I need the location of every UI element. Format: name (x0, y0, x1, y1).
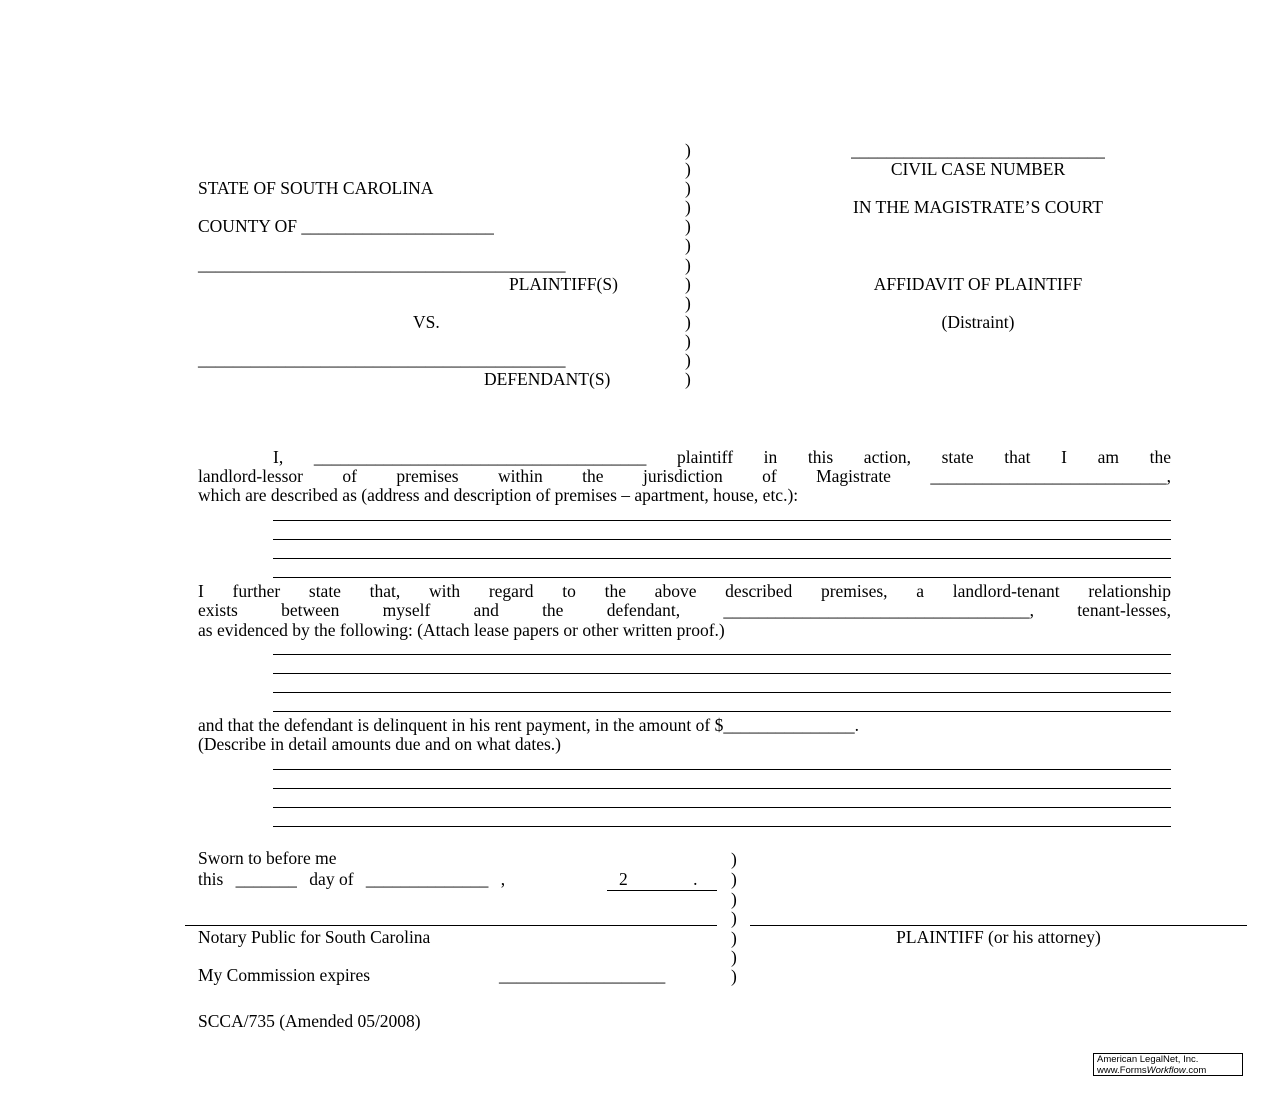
p2-line3: as evidenced by the following: (Attach lease papers or other written proof.) (198, 620, 725, 640)
paren: ) (731, 889, 737, 909)
year-field[interactable] (607, 871, 717, 891)
month-blank[interactable]: ______________ (365, 869, 489, 889)
paren: ) (731, 947, 737, 967)
paren: ) (731, 966, 737, 986)
date-comma: , (500, 869, 506, 889)
sworn-label: Sworn to before me (198, 848, 337, 868)
blank-line[interactable] (273, 692, 1171, 693)
notary-signature-line[interactable] (185, 925, 717, 926)
paren: ) (685, 350, 691, 370)
paren: ) (685, 216, 691, 236)
badge-italic: Workflow (1146, 1064, 1186, 1076)
day-blank[interactable]: _______ (235, 869, 297, 889)
blank-line[interactable] (273, 826, 1171, 827)
paren: ) (685, 197, 691, 217)
court-label: IN THE MAGISTRATE’S COURT (853, 197, 1103, 217)
paren: ) (731, 869, 737, 889)
paren: ) (685, 140, 691, 160)
paren: ) (685, 235, 691, 255)
paren: ) (685, 255, 691, 275)
plaintiff-label: PLAINTIFF(S) (509, 274, 618, 294)
commission-blank[interactable]: ___________________ (499, 965, 666, 985)
paren: ) (685, 293, 691, 313)
document-title: AFFIDAVIT OF PLAINTIFF (873, 274, 1083, 294)
paren: ) (685, 331, 691, 351)
plaintiff-signature-line[interactable] (750, 925, 1247, 926)
blank-line[interactable] (273, 807, 1171, 808)
case-number-blank[interactable]: _____________________________ (851, 140, 1105, 160)
badge-prefix: www.Forms (1097, 1064, 1147, 1076)
blank-line[interactable] (273, 769, 1171, 770)
blank-line[interactable] (273, 788, 1171, 789)
p3-line1: and that the defendant is delinquent in his rent payment, in the amount of $_______________. (198, 715, 859, 735)
paren: ) (685, 274, 691, 294)
county-text: COUNTY OF (198, 216, 298, 236)
year-value: 2 (619, 869, 628, 889)
notary-label: Notary Public for South Carolina (198, 927, 431, 947)
p3-line2: (Describe in detail amounts due and on what dates.) (198, 734, 562, 754)
blank-line[interactable] (273, 539, 1171, 540)
blank-line[interactable] (273, 520, 1171, 521)
badge-line1: American LegalNet, Inc. (1097, 1054, 1199, 1065)
defendant-label: DEFENDANT(S) (484, 369, 611, 389)
publisher-badge (1093, 1053, 1243, 1076)
p1-line1: I, ______________________________________ plaintiff in this action, state that I am the (273, 447, 1171, 467)
paren: ) (731, 908, 737, 928)
badge-line2 (1097, 1066, 1239, 1077)
plaintiff-name-blank[interactable]: __________________________________________ (198, 254, 566, 274)
county-label (198, 218, 494, 236)
p2-line2: exists between myself and the defendant, ___________________________________, tenant-lesses, (198, 600, 1171, 620)
county-blank[interactable]: ______________________ (301, 216, 494, 236)
form-id: SCCA/735 (Amended 05/2008) (198, 1011, 421, 1031)
paren: ) (731, 849, 737, 869)
state-label: STATE OF SOUTH CAROLINA (198, 178, 434, 198)
defendant-name-blank[interactable]: __________________________________________ (198, 349, 566, 369)
vs-label: VS. (413, 312, 440, 332)
paren: ) (731, 928, 737, 948)
paren: ) (685, 178, 691, 198)
paren: ) (685, 369, 691, 389)
badge-suffix: .com (1185, 1064, 1207, 1076)
document-subtitle: (Distraint) (941, 312, 1015, 332)
paren: ) (685, 312, 691, 332)
blank-line[interactable] (273, 654, 1171, 655)
this-label: this (198, 869, 224, 889)
blank-line[interactable] (273, 577, 1171, 578)
paren: ) (685, 159, 691, 179)
blank-line[interactable] (273, 673, 1171, 674)
commission-label: My Commission expires (198, 965, 371, 985)
blank-line[interactable] (273, 711, 1171, 712)
sworn-date-row (198, 871, 505, 889)
blank-line[interactable] (273, 558, 1171, 559)
day-of-label: day of (309, 869, 354, 889)
p1-line3-text: which are described as (address and description of premises – apartment, house, etc.): (198, 485, 799, 505)
p1-line2: landlord-lessor of premises within the jurisdiction of Magistrate ___________________________, (198, 466, 1171, 486)
plaintiff-signature-label: PLAINTIFF (or his attorney) (896, 927, 1101, 947)
p2-line1: I further state that, with regard to the above described premises, a landlord-tenant relationship (198, 581, 1171, 601)
year-dot: . (693, 869, 698, 889)
case-number-label: CIVIL CASE NUMBER (890, 159, 1066, 179)
